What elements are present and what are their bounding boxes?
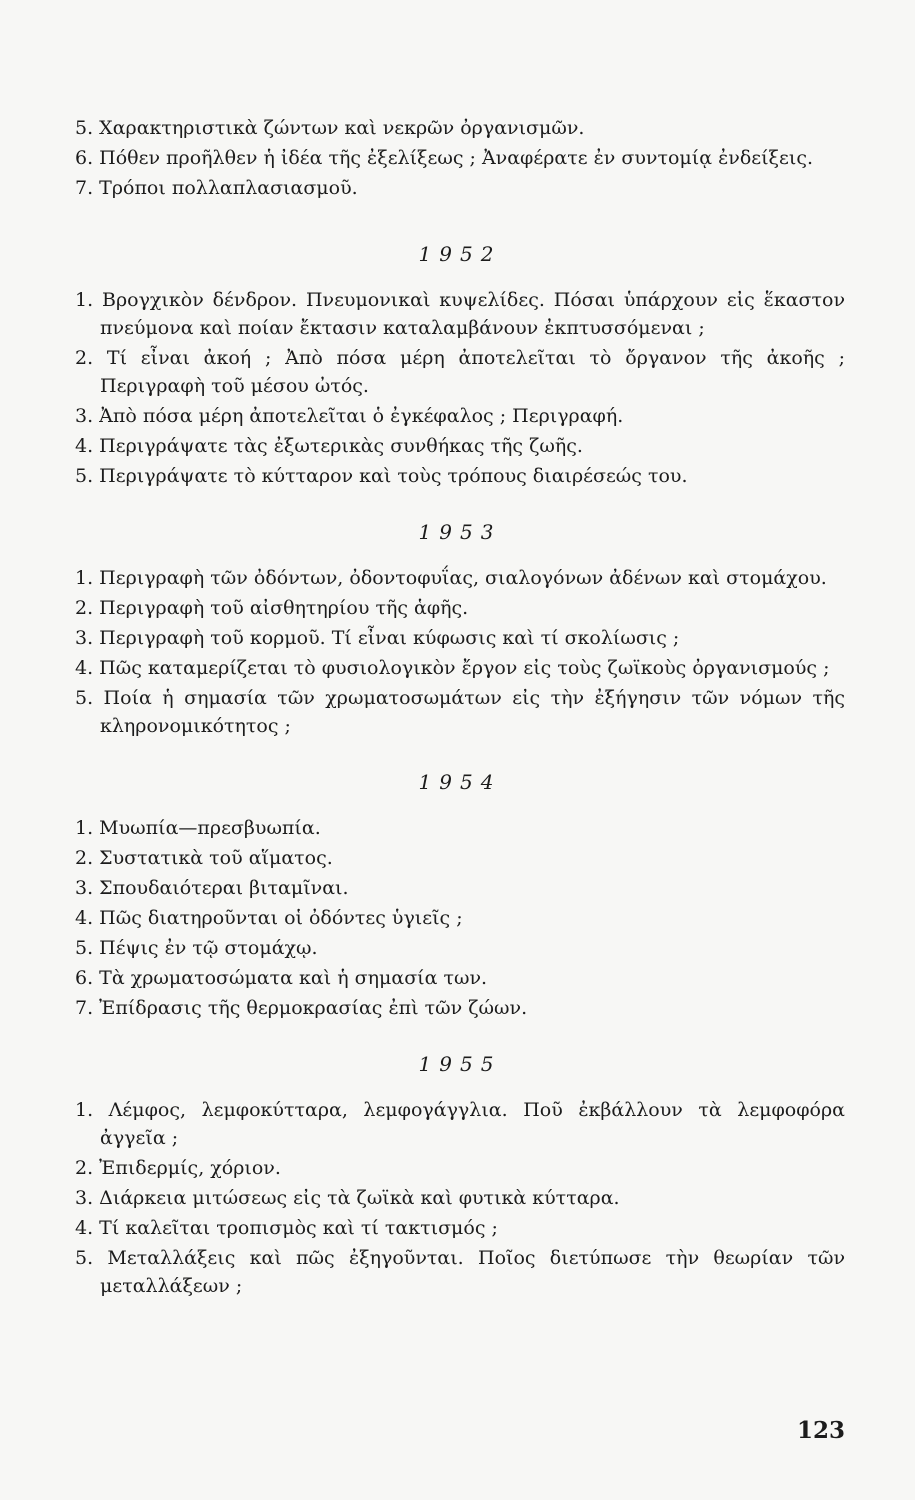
question-item: 5. Ποία ἡ σημασία τῶν χρωματοσωμάτων εἰς τὴν ἐξήγησιν τῶν νόμων τῆς κληρονομικότητος ; (75, 687, 845, 737)
question-item: 4. Τί καλεῖται τροπισμὸς καὶ τί τακτισμός ; (75, 1217, 498, 1239)
page-number: 123 (796, 1417, 845, 1444)
question-item: 1. Λέμφος, λεμφοκύτταρα, λεμφογάγγλια. Ποῦ ἐκβάλλουν τὰ λεμφοφόρα ἀγγεῖα ; (75, 1099, 845, 1149)
question-item: 3. Σπουδαιότεραι βιταμῖναι. (75, 877, 349, 899)
section-year-heading: 1955 (418, 1052, 502, 1076)
exam-section-1953 (75, 520, 845, 740)
question-item: 6. Πόθεν προῆλθεν ἡ ἰδέα τῆς ἐξελίξεως ; Ἀναφέρατε ἐν συντομίᾳ ἐνδείξεις. (75, 147, 813, 169)
exam-section-1952 (75, 242, 845, 490)
question-item: 4. Πῶς καταμερίζεται τὸ φυσιολογικὸν ἔργον εἰς τοὺς ζωϊκοὺς ὀργανισμούς ; (75, 657, 830, 679)
question-item: 5. Μεταλλάξεις καὶ πῶς ἐξηγοῦνται. Ποῖος διετύπωσε τὴν θεωρίαν τῶν μεταλλάξεων ; (75, 1247, 845, 1297)
question-item: 3. Ἀπὸ πόσα μέρη ἀποτελεῖται ὁ ἐγκέφαλος ; Περιγραφή. (75, 405, 624, 427)
exam-section-1954 (75, 770, 845, 1022)
section-year-heading: 1954 (418, 770, 502, 794)
section-year-heading: 1953 (418, 520, 502, 544)
question-item: 2. Συστατικὰ τοῦ αἵματος. (75, 847, 333, 869)
exam-section-1955 (75, 1052, 845, 1300)
question-item: 3. Διάρκεια μιτώσεως εἰς τὰ ζωϊκὰ καὶ φυτικὰ κύτταρα. (75, 1187, 620, 1209)
carryover-question-list (75, 114, 845, 202)
question-item: 4. Πῶς διατηροῦνται οἱ ὀδόντες ὑγιεῖς ; (75, 907, 463, 929)
question-item: 1. Βρογχικὸν δένδρον. Πνευμονικαὶ κυψελίδες. Πόσαι ὑπάρχουν εἰς ἕκαστον πνεύμονα καὶ ποίαν ἔκτασιν καταλαμβάνουν ἐκπτυσσόμεναι ; (75, 289, 845, 339)
question-item: 6. Τὰ χρωματοσώματα καὶ ἡ σημασία των. (75, 967, 488, 989)
question-item: 7. Τρόποι πολλαπλασιασμοῦ. (75, 177, 358, 199)
question-item: 2. Τί εἶναι ἀκοή ; Ἀπὸ πόσα μέρη ἀποτελεῖται τὸ ὄργανον τῆς ἀκοῆς ; Περιγραφὴ τοῦ μέσου ὠτός. (75, 347, 845, 397)
question-item: 5. Περιγράψατε τὸ κύτταρον καὶ τοὺς τρόπους διαιρέσεώς του. (75, 465, 688, 487)
question-item: 7. Ἐπίδρασις τῆς θερμοκρασίας ἐπὶ τῶν ζώων. (75, 997, 528, 1019)
question-item: 4. Περιγράψατε τὰς ἐξωτερικὰς συνθήκας τῆς ζωῆς. (75, 435, 583, 457)
question-item: 2. Ἐπιδερμίς, χόριον. (75, 1157, 281, 1179)
question-item: 3. Περιγραφὴ τοῦ κορμοῦ. Τί εἶναι κύφωσις καὶ τί σκολίωσις ; (75, 627, 680, 649)
question-item: 1. Περιγραφὴ τῶν ὀδόντων, ὀδοντοφυΐας, σιαλογόνων ἀδένων καὶ στομάχου. (75, 567, 827, 589)
question-item: 1. Μυωπία—πρεσβυωπία. (75, 817, 321, 839)
question-item: 2. Περιγραφὴ τοῦ αἰσθητηρίου τῆς ἁφῆς. (75, 597, 469, 619)
section-year-heading: 1952 (418, 242, 502, 266)
question-item: 5. Πέψις ἐν τῷ στομάχῳ. (75, 937, 318, 959)
question-item: 5. Χαρακτηριστικὰ ζώντων καὶ νεκρῶν ὀργανισμῶν. (75, 117, 585, 139)
